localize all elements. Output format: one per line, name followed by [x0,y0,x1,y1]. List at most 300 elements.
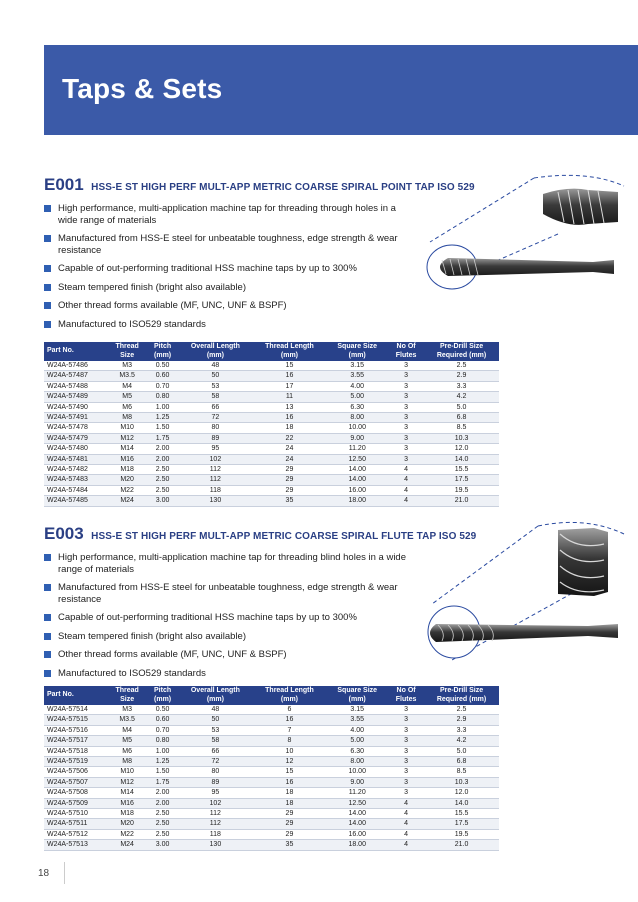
table-cell: 6.30 [326,402,388,412]
table-cell: 4.2 [424,736,499,746]
table-cell: M10 [107,767,147,777]
table-cell: 89 [178,777,252,787]
table-cell: 1.25 [147,413,178,423]
table-cell: 112 [178,809,252,819]
table-cell: 8 [253,736,327,746]
table-cell: M3.5 [107,715,147,725]
spec-table [44,342,499,507]
table-cell: 6.8 [424,757,499,767]
table-cell: M24 [107,496,147,506]
spiral-point-tap-image [418,172,628,292]
table-cell: 4 [388,475,424,485]
table-cell: 3 [388,381,424,391]
table-cell: 1.00 [147,746,178,756]
table-cell: 3 [388,767,424,777]
part-number-cell: W24A-57509 [44,798,107,808]
table-cell: 3.15 [326,705,388,715]
table-cell: 118 [178,829,252,839]
table-cell: 4 [388,809,424,819]
page-number: 18 [38,868,50,879]
table-cell: 53 [178,725,252,735]
column-header-line: Pitch [154,687,172,694]
table-cell: 4 [388,496,424,506]
column-header [424,342,499,361]
part-number-cell: W24A-57510 [44,809,107,819]
spiral-flute-tap-image [418,520,628,670]
footer-divider [64,862,65,884]
table-header-row [44,342,499,361]
feature-item: Steam tempered finish (bright also available) [44,631,416,643]
table-row [44,402,499,412]
table-cell: M12 [107,433,147,443]
column-header-line: Thread Length [265,343,314,350]
title-banner [44,45,638,135]
table-cell: 4 [388,485,424,495]
table-cell: 3 [388,705,424,715]
table-cell: 102 [178,454,252,464]
table-cell: 15 [253,361,327,371]
table-cell: 16 [253,371,327,381]
section-heading [44,175,475,195]
bullet-square-icon [44,670,51,677]
bullet-square-icon [44,633,51,640]
part-number-cell: W24A-57491 [44,413,107,423]
column-header-line: Required (mm) [436,695,487,703]
feature-item: High performance, multi-application machine tap for threading through holes in a wide range of materials [44,203,416,226]
part-number-cell: W24A-57514 [44,705,107,715]
table-cell: 24 [253,454,327,464]
table-cell: 17 [253,381,327,391]
bullet-square-icon [44,554,51,561]
table-cell: M20 [107,475,147,485]
column-header-line: Part No. [47,347,74,355]
table-cell: 3 [388,777,424,787]
bullet-square-icon [44,651,51,658]
feature-item: Capable of out-performing traditional HSS machine taps by up to 300% [44,263,416,275]
table-cell: M20 [107,819,147,829]
table-cell: 50 [178,715,252,725]
table-row [44,767,499,777]
table-row [44,465,499,475]
table-cell: 14.00 [326,819,388,829]
part-number-cell: W24A-57483 [44,475,107,485]
table-cell: 6 [253,705,327,715]
part-number-cell: W24A-57508 [44,788,107,798]
column-header [388,342,424,361]
bullet-square-icon [44,205,51,212]
table-cell: 6.30 [326,746,388,756]
table-cell: 6.8 [424,413,499,423]
table-cell: 3 [388,736,424,746]
column-header-line: Pre-Drill Size [439,343,484,350]
table-cell: 18.00 [326,840,388,850]
table-cell: 2.50 [147,819,178,829]
table-cell: 14.00 [326,809,388,819]
table-cell: 3.00 [147,840,178,850]
table-row [44,705,499,715]
table-cell: M8 [107,757,147,767]
table-cell: M6 [107,402,147,412]
spec-table [44,686,499,851]
table-cell: 12.50 [326,798,388,808]
bullet-square-icon [44,614,51,621]
page-title: Taps & Sets [62,73,223,104]
feature-item: Manufactured to ISO529 standards [44,668,416,680]
table-cell: 1.75 [147,777,178,787]
column-header [178,686,252,705]
part-number-cell: W24A-57485 [44,496,107,506]
table-row [44,423,499,433]
column-header-line: Thread [115,343,139,350]
table-cell: M8 [107,413,147,423]
table-cell: 12.0 [424,444,499,454]
column-header-line: Flutes [395,351,417,359]
table-cell: 3 [388,392,424,402]
table-cell: 102 [178,798,252,808]
column-header [147,686,178,705]
table-row [44,829,499,839]
table-cell: 3.55 [326,715,388,725]
table-cell: 2.00 [147,454,178,464]
table-cell: 1.00 [147,402,178,412]
table-cell: 5.00 [326,736,388,746]
table-row [44,444,499,454]
table-cell: 8.00 [326,413,388,423]
table-row [44,475,499,485]
part-number-cell: W24A-57481 [44,454,107,464]
column-header [388,686,424,705]
table-cell: 29 [253,809,327,819]
part-number-cell: W24A-57489 [44,392,107,402]
table-cell: 18 [253,423,327,433]
column-header [253,342,327,361]
table-cell: 29 [253,829,327,839]
column-header-line: No Of [396,687,416,694]
column-header [107,686,147,705]
column-header-line: Flutes [395,695,417,703]
table-cell: 14.0 [424,798,499,808]
part-number-cell: W24A-57511 [44,819,107,829]
feature-item: High performance, multi-application machine tap for threading blind holes in a wide range of materials [44,552,416,575]
table-row [44,840,499,850]
table-cell: 2.50 [147,475,178,485]
table-cell: M3 [107,705,147,715]
table-cell: M4 [107,381,147,391]
feature-item: Other thread forms available (MF, UNC, UNF & BSPF) [44,300,416,312]
table-cell: 18.00 [326,496,388,506]
table-cell: 15.5 [424,465,499,475]
table-cell: 112 [178,465,252,475]
column-header-line: (mm) [206,351,224,359]
table-cell: 3 [388,757,424,767]
part-number-cell: W24A-57479 [44,433,107,443]
table-cell: 5.0 [424,402,499,412]
table-row [44,798,499,808]
table-row [44,777,499,787]
column-header-line: Overall Length [190,687,240,694]
column-header [326,342,388,361]
column-header [253,686,327,705]
table-cell: 17.5 [424,819,499,829]
table-row [44,819,499,829]
part-number-cell: W24A-57482 [44,465,107,475]
table-cell: 3 [388,788,424,798]
table-cell: 3 [388,715,424,725]
column-header [424,686,499,705]
table-cell: 8.00 [326,757,388,767]
column-header-line: (mm) [280,695,299,703]
table-cell: 2.50 [147,809,178,819]
table-cell: 4 [388,798,424,808]
feature-item: Manufactured from HSS-E steel for unbeatable toughness, edge strength & wear resistance [44,233,416,256]
table-cell: 3 [388,433,424,443]
table-cell: 22 [253,433,327,443]
column-header-line: Thread Length [265,687,314,694]
table-cell: 7 [253,725,327,735]
table-cell: 15.5 [424,809,499,819]
table-cell: 16.00 [326,485,388,495]
table-cell: 10.00 [326,423,388,433]
table-cell: M12 [107,777,147,787]
feature-item: Other thread forms available (MF, UNC, UNF & BSPF) [44,649,416,661]
table-cell: 17.5 [424,475,499,485]
bullet-square-icon [44,584,51,591]
table-cell: 11 [253,392,327,402]
column-header-line: Thread [115,687,139,694]
table-cell: 16 [253,715,327,725]
column-header-line: Part No. [47,691,74,699]
table-cell: 3.3 [424,725,499,735]
table-cell: 10.00 [326,767,388,777]
table-cell: M24 [107,840,147,850]
table-cell: 2.00 [147,798,178,808]
table-cell: M4 [107,725,147,735]
table-cell: 130 [178,496,252,506]
table-row [44,371,499,381]
table-row [44,715,499,725]
column-header [44,342,107,361]
table-cell: 1.50 [147,423,178,433]
table-cell: 3.15 [326,361,388,371]
part-number-cell: W24A-57515 [44,715,107,725]
table-row [44,392,499,402]
table-cell: 3 [388,725,424,735]
table-cell: 8.5 [424,423,499,433]
table-row [44,725,499,735]
column-header-line: Pitch [154,343,172,350]
table-cell: 19.5 [424,829,499,839]
table-cell: 2.50 [147,829,178,839]
column-header-line: Required (mm) [436,351,487,359]
table-cell: 130 [178,840,252,850]
table-cell: 29 [253,475,327,485]
table-cell: 2.50 [147,485,178,495]
table-row [44,433,499,443]
table-cell: 18 [253,798,327,808]
table-cell: 95 [178,444,252,454]
table-cell: 8.5 [424,767,499,777]
product-code: E003 [44,524,84,543]
part-number-cell: W24A-57490 [44,402,107,412]
table-cell: 9.00 [326,777,388,787]
table-cell: 58 [178,392,252,402]
part-number-cell: W24A-57519 [44,757,107,767]
table-cell: 1.50 [147,767,178,777]
column-header [147,342,178,361]
column-header [44,686,107,705]
table-row [44,361,499,371]
column-header-line: Square Size [337,687,378,694]
table-cell: 2.5 [424,705,499,715]
table-cell: M6 [107,746,147,756]
feature-list [44,203,416,337]
product-code: E001 [44,175,84,194]
bullet-square-icon [44,265,51,272]
table-cell: 21.0 [424,840,499,850]
table-cell: 53 [178,381,252,391]
table-cell: 4.2 [424,392,499,402]
table-cell: 2.5 [424,361,499,371]
bullet-square-icon [44,302,51,309]
table-cell: 10 [253,746,327,756]
part-number-cell: W24A-57488 [44,381,107,391]
feature-item: Manufactured from HSS-E steel for unbeatable toughness, edge strength & wear resistance [44,582,416,605]
column-header [178,342,252,361]
feature-list [44,552,416,686]
column-header-line: Pre-Drill Size [439,687,484,694]
table-cell: 35 [253,840,327,850]
table-cell: 3 [388,444,424,454]
feature-item: Capable of out-performing traditional HSS machine taps by up to 300% [44,612,416,624]
table-cell: 24 [253,444,327,454]
table-cell: 0.50 [147,705,178,715]
table-cell: 16 [253,413,327,423]
table-cell: 4 [388,465,424,475]
table-cell: 21.0 [424,496,499,506]
section-heading [44,524,476,544]
table-cell: 3 [388,454,424,464]
table-cell: 50 [178,371,252,381]
table-cell: 3.3 [424,381,499,391]
table-cell: 4 [388,819,424,829]
table-cell: M16 [107,798,147,808]
table-cell: 2.9 [424,715,499,725]
column-header [107,342,147,361]
column-header-line: Size [120,695,135,703]
column-header-line: No Of [396,343,416,350]
table-cell: 4 [388,829,424,839]
table-cell: 112 [178,475,252,485]
table-cell: 0.50 [147,361,178,371]
table-cell: 0.80 [147,392,178,402]
column-header-line: Size [120,351,135,359]
table-cell: 9.00 [326,433,388,443]
table-cell: 3 [388,423,424,433]
table-cell: 5.0 [424,746,499,756]
column-header-line: (mm) [206,695,224,703]
table-cell: 0.60 [147,371,178,381]
table-cell: M22 [107,485,147,495]
table-cell: 48 [178,361,252,371]
column-header [326,686,388,705]
table-cell: 72 [178,757,252,767]
table-row [44,746,499,756]
table-cell: 0.70 [147,381,178,391]
column-header-line: (mm) [348,351,366,359]
part-number-cell: W24A-57518 [44,746,107,756]
table-cell: 95 [178,788,252,798]
product-name: HSS-E ST HIGH PERF MULT-APP METRIC COARSE SPIRAL FLUTE TAP ISO 529 [91,531,477,542]
table-cell: 29 [253,485,327,495]
table-cell: 10.3 [424,777,499,787]
part-number-cell: W24A-57480 [44,444,107,454]
table-cell: 3.55 [326,371,388,381]
table-cell: 118 [178,485,252,495]
table-cell: M3 [107,361,147,371]
table-row [44,485,499,495]
part-number-cell: W24A-57516 [44,725,107,735]
table-cell: M3.5 [107,371,147,381]
table-row [44,381,499,391]
table-cell: 15 [253,767,327,777]
product-name: HSS-E ST HIGH PERF MULT-APP METRIC COARSE SPIRAL POINT TAP ISO 529 [91,182,475,193]
table-cell: 112 [178,819,252,829]
table-cell: 12 [253,757,327,767]
table-cell: M10 [107,423,147,433]
table-cell: 4.00 [326,381,388,391]
table-cell: 3 [388,746,424,756]
table-cell: 3 [388,361,424,371]
table-cell: 3.00 [147,496,178,506]
table-cell: 72 [178,413,252,423]
table-cell: 14.00 [326,465,388,475]
column-header-line: (mm) [154,695,172,703]
column-header-line: (mm) [348,695,366,703]
table-cell: 58 [178,736,252,746]
table-header-row [44,686,499,705]
table-cell: 29 [253,819,327,829]
bullet-square-icon [44,284,51,291]
part-number-cell: W24A-57507 [44,777,107,787]
table-row [44,496,499,506]
column-header-line: Square Size [337,343,378,350]
table-cell: 0.60 [147,715,178,725]
table-cell: 80 [178,767,252,777]
table-cell: 4.00 [326,725,388,735]
part-number-cell: W24A-57512 [44,829,107,839]
table-cell: 14.0 [424,454,499,464]
part-number-cell: W24A-57506 [44,767,107,777]
table-cell: M14 [107,444,147,454]
table-row [44,809,499,819]
column-header-line: (mm) [154,351,172,359]
table-cell: 11.20 [326,444,388,454]
table-cell: 1.25 [147,757,178,767]
table-cell: 16.00 [326,829,388,839]
table-cell: M5 [107,736,147,746]
table-cell: 4 [388,840,424,850]
part-number-cell: W24A-57486 [44,361,107,371]
table-cell: M22 [107,829,147,839]
table-row [44,413,499,423]
table-cell: 0.70 [147,725,178,735]
table-row [44,454,499,464]
table-row [44,757,499,767]
table-cell: M18 [107,465,147,475]
table-cell: 66 [178,402,252,412]
table-cell: 11.20 [326,788,388,798]
table-cell: 1.75 [147,433,178,443]
